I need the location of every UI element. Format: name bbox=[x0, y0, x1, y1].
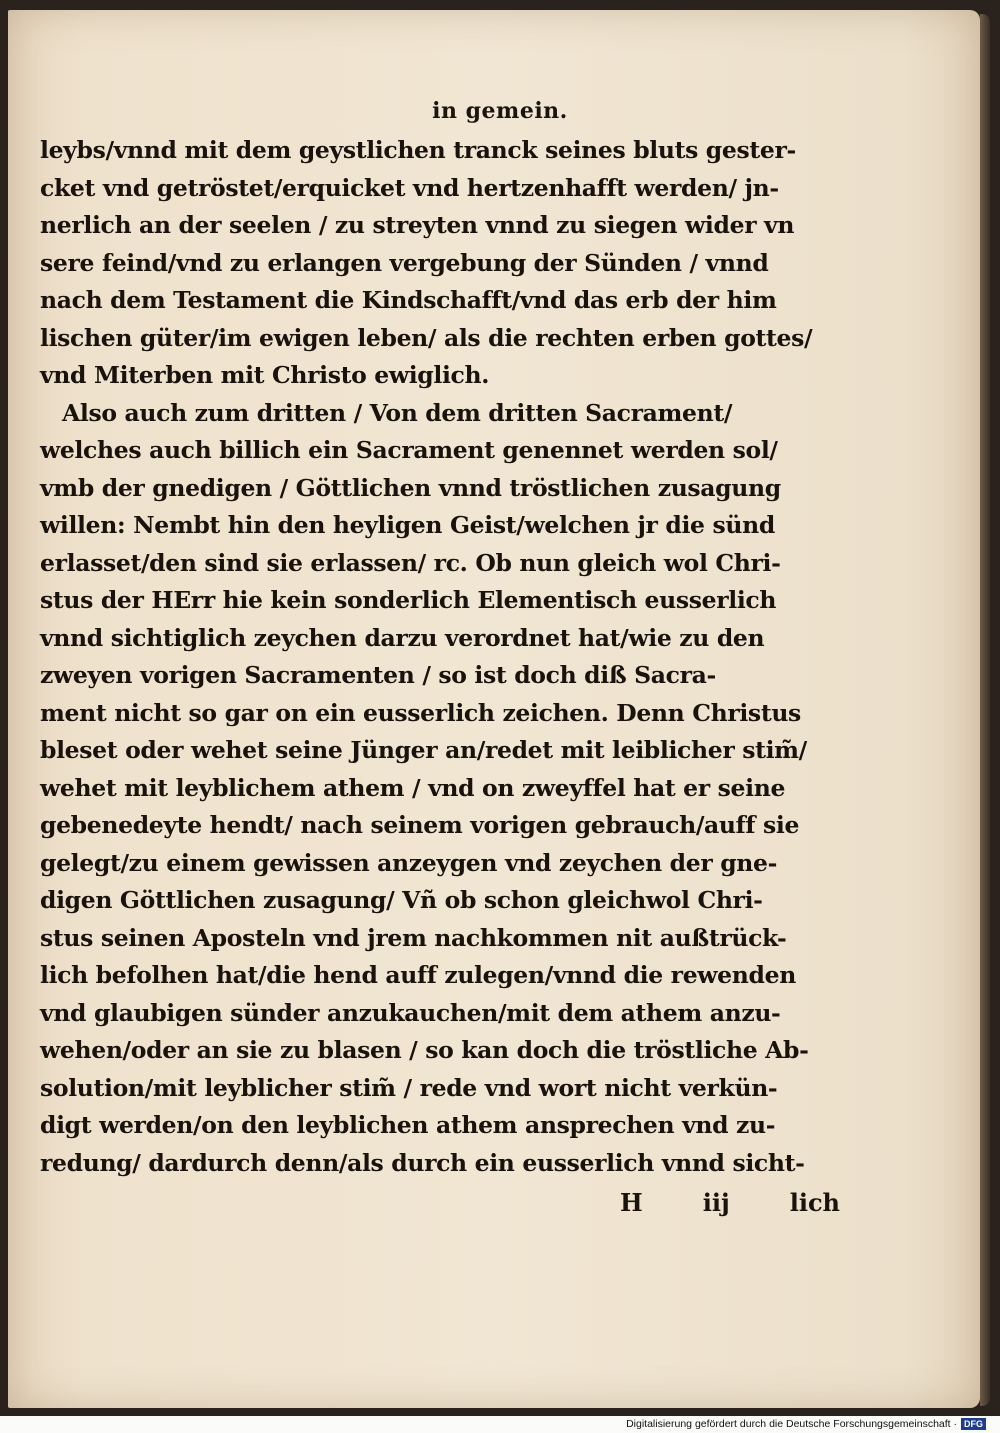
text-line: vnd Miterben mit Christo ewiglich. bbox=[40, 361, 490, 389]
text-line: gelegt/zu einem gewissen anzeygen vnd zeychen der gne- bbox=[40, 848, 778, 877]
catchword: lich bbox=[789, 1188, 840, 1217]
dfg-logo: DFG bbox=[961, 1418, 986, 1430]
signature-mark: H bbox=[620, 1188, 643, 1217]
text-line: solution/mit leyblicher stim̃ / rede vnd wort nicht verkün- bbox=[40, 1073, 778, 1102]
text-line: gebenedeyte hendt/ nach seinem vorigen gebrauch/auff sie bbox=[40, 811, 800, 839]
body-text bbox=[40, 132, 840, 1182]
text-line: vmb der gnedigen / Göttlichen vnnd tröstlichen zusagung bbox=[40, 473, 781, 502]
text-line: vnd glaubigen sünder anzukauchen/mit dem athem anzu- bbox=[40, 998, 781, 1027]
text-line: Also auch zum dritten / Von dem dritten Sacrament/ bbox=[62, 398, 733, 427]
text-line: vnnd sichtiglich zeychen darzu verordnet hat/wie zu den bbox=[40, 623, 765, 652]
page-edge bbox=[980, 14, 990, 1406]
text-line: wehen/oder an sie zu blasen / so kan doch die tröstliche Ab- bbox=[40, 1036, 809, 1064]
text-line: lich befolhen hat/die hend auff zulegen/vnnd die rewenden bbox=[40, 961, 796, 989]
text-line: stus der HErr hie kein sonderlich Elementisch eusserlich bbox=[40, 586, 777, 614]
footer-credit: Digitalisierung gefördert durch die Deutsche Forschungsgemeinschaft · bbox=[626, 1418, 957, 1430]
text-line: lischen güter/im ewigen leben/ als die rechten erben gottes/ bbox=[40, 323, 813, 352]
text-line: zweyen vorigen Sacramenten / so ist doch diß Sacra- bbox=[40, 661, 716, 689]
text-line: digt werden/on den leyblichen athem ansprechen vnd zu- bbox=[40, 1111, 776, 1139]
text-line: welches auch billich ein Sacrament genennet werden sol/ bbox=[40, 436, 778, 464]
text-line: bleset oder wehet seine Jünger an/redet mit leiblicher stim̃/ bbox=[40, 736, 807, 764]
text-line: stus seinen Aposteln vnd jrem nachkommen nit außtrück- bbox=[40, 923, 787, 952]
text-line: willen: Nembt hin den heyligen Geist/welchen jr die sünd bbox=[40, 511, 775, 539]
running-head: in gemein. bbox=[432, 98, 568, 124]
signature-line bbox=[620, 1188, 840, 1217]
text-line: ment nicht so gar on ein eusserlich zeichen. Denn Christus bbox=[40, 698, 801, 727]
text-line: cket vnd getröstet/erquicket vnd hertzenhafft werden/ jn- bbox=[40, 173, 779, 202]
text-line: erlasset/den sind sie erlassen/ rc. Ob nun gleich wol Chri- bbox=[40, 548, 781, 577]
text-line: leybs/vnnd mit dem geystlichen tranck seines bluts gester- bbox=[40, 136, 796, 164]
digitization-footer bbox=[626, 1417, 986, 1431]
text-line: nerlich an der seelen / zu streyten vnnd zu siegen wider vn bbox=[40, 211, 795, 239]
text-line: wehet mit leyblichem athem / vnd on zweyffel hat er seine bbox=[40, 773, 786, 802]
text-line: redung/ dardurch denn/als durch ein eusserlich vnnd sicht- bbox=[40, 1148, 805, 1177]
text-line: nach dem Testament die Kindschafft/vnd das erb der him bbox=[40, 286, 777, 314]
text-line: digen Göttlichen zusagung/ Vñ ob schon gleichwol Chri- bbox=[40, 886, 763, 914]
signature-numeral: iij bbox=[702, 1188, 730, 1217]
text-line: sere feind/vnd zu erlangen vergebung der Sünden / vnnd bbox=[40, 248, 769, 277]
